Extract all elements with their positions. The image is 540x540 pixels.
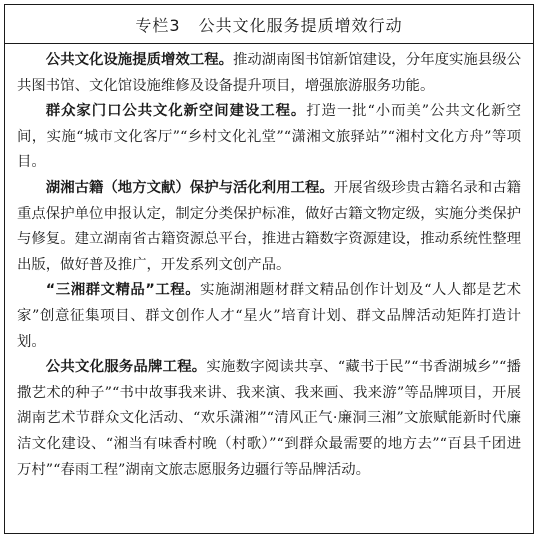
paragraph-ancient-books <box>17 176 521 278</box>
paragraph-text: 推动湖南图书馆新馆建设，分年度实施县级公共图书馆、文化馆设施维修及设备提升项目，增强旅游服务功能。 <box>17 52 521 94</box>
paragraph-text: 实施湖湘题材群文精品创作计划及“人人都是艺术家”创意征集项目、群文创作人才“星火”培育计划、群文品牌活动矩阵打造计划。 <box>17 282 522 350</box>
paragraph-lead: “三湘群文精品”工程。 <box>45 282 201 299</box>
feature-box <box>4 4 534 534</box>
paragraph-text: 实施数字阅读共享、“藏书于民”“书香湖城乡”“播撒艺术的种子”“书中故事我来讲、我来演、我来画、我来游”等品牌项目，开展湖南艺术节群众文化活动、“欢乐潇湘”“清风正气·廉洞三湘”文旅赋能新时代廉洁文化建设、“湘当有味香村晚（村歌）”“到群众最需要的地方去”“百县千团进万村”“春雨工程”湖南文旅志愿服务边疆行等品牌活动。 <box>17 359 521 478</box>
paragraph-new-space <box>17 99 521 176</box>
paragraph-masterpieces <box>17 278 521 355</box>
paragraph-lead: 群众家门口公共文化新空间建设工程。 <box>45 103 307 120</box>
paragraph-brand <box>17 355 521 483</box>
paragraph-lead: 公共文化设施提质增效工程。 <box>45 52 233 68</box>
box-content <box>5 44 533 483</box>
box-header <box>5 5 533 44</box>
paragraph-text: 开展省级珍贵古籍名录和古籍重点保护单位申报认定，制定分类保护标准，做好古籍文物定级，实施分类保护与修复。建立湖南省古籍资源总平台，推进古籍数字资源建设，推动系统性整理出版，做好普及推广，开发系列文创产品。 <box>17 179 521 273</box>
box-title: 公共文化服务提质增效行动 <box>198 15 403 35</box>
paragraph-facilities <box>17 48 521 99</box>
paragraph-text: 打造一批“小而美”公共文化新空间，实施“城市文化客厅”“乡村文化礼堂”“潇湘文旅驿站”“湘村文化方舟”等项目。 <box>17 103 521 171</box>
paragraph-lead: 湖湘古籍（地方文献）保护与活化利用工程。 <box>45 179 334 196</box>
paragraph-lead: 公共文化服务品牌工程。 <box>45 359 207 376</box>
box-label: 专栏3 <box>135 15 181 35</box>
